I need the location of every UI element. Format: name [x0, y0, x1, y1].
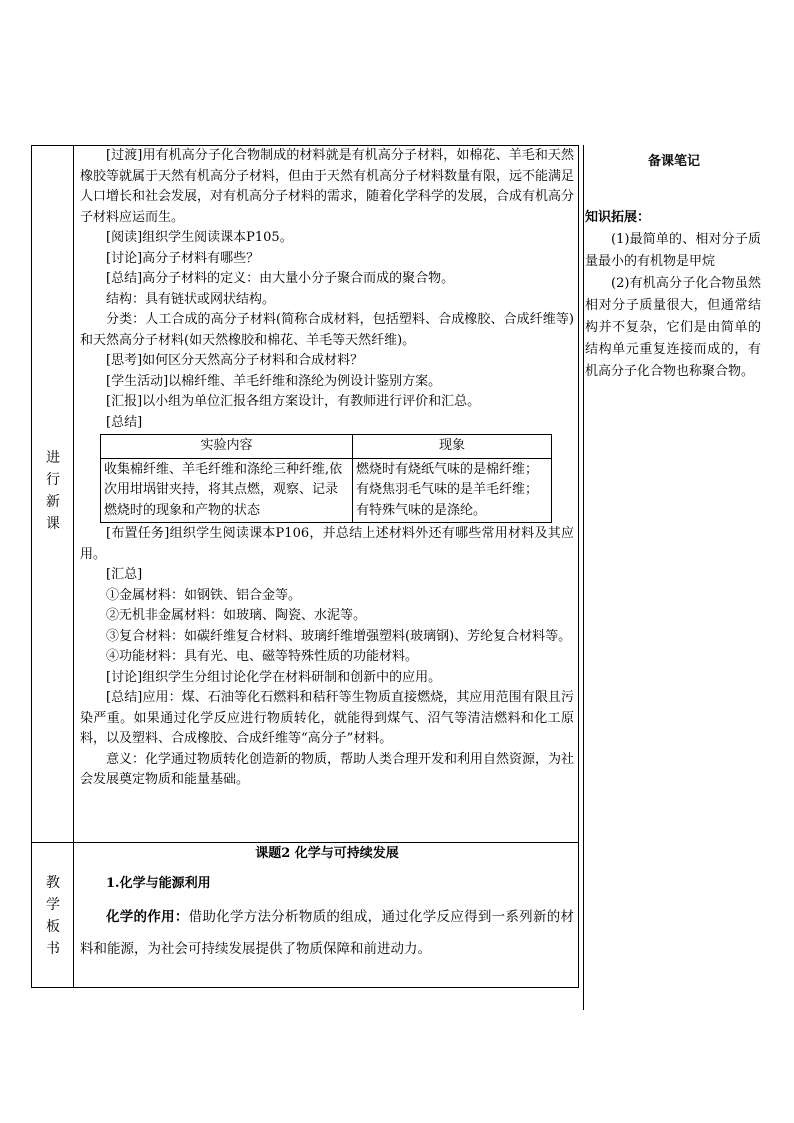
label-char: 书: [46, 941, 60, 957]
paragraph-discuss: [讨论]高分子材料有哪些？: [106, 250, 260, 266]
notes-title: 备课笔记: [647, 154, 700, 169]
list-item: ①金属材料：如钢铁、铝合金等。: [106, 587, 302, 603]
notes-item: (1)最简单的、相对分子质量最小的有机物是甲烷: [585, 232, 761, 269]
label-char: 进: [46, 450, 60, 466]
label-column-divider: [73, 145, 74, 988]
paragraph-summary-definition: [总结]高分子材料的定义：由大量小分子聚合而成的聚合物。: [106, 271, 455, 286]
board-body-text: 借助化学方法分析物质的组成，通过化学反应得到一系列新的材料和能源，为社会可持续发展提供了物质保障和前进动力。: [80, 909, 575, 957]
paragraph-summary-application: [总结]应用：煤、石油等化石燃料和秸秆等生物质直接燃烧，其应用范围有限且污染严重。如果通过化学反应进行物质转化，就能得到煤气、沼气等清洁燃料和化工原料，以及塑料、合成橡胶、合成纤维等“高分子”材料。: [80, 690, 574, 746]
paragraph-think: [思考]如何区分天然高分子材料和合成材料？: [106, 353, 364, 368]
row-label-new-lesson: [32, 447, 74, 535]
header-phenomenon: 现象: [353, 435, 552, 459]
board-content: [80, 843, 574, 965]
table-right-border: [578, 145, 579, 988]
paragraph-collect: [汇总]: [106, 567, 143, 582]
paragraph-significance: 意义：化学通过物质转化创造新的物质，帮助人类合理开发和利用自然资源，为社会发展奠定物质和能量基础。: [80, 751, 575, 787]
cell-phenomenon: 燃烧时有烧纸气味的是棉纤维；有烧焦羽毛气味的是羊毛纤维；有特殊气味的是涤纶。: [353, 458, 552, 523]
paragraph-discuss-application: [讨论]组织学生分组讨论化学在材料研制和创新中的应用。: [106, 669, 442, 685]
list-item: ②无机非金属材料：如玻璃、陶瓷、水泥等。: [106, 608, 367, 623]
label-char: 新: [46, 494, 60, 510]
experiment-table: [100, 434, 552, 523]
board-section: 1.化学与能源利用: [106, 876, 211, 891]
label-char: 学: [46, 897, 60, 913]
paragraph-summary: [总结]: [106, 414, 143, 430]
label-char: 课: [46, 516, 60, 532]
cell-experiment: 收集棉纤维、羊毛纤维和涤纶三种纤维,依次用坩埚钳夹持，将其点燃，观察、记录燃烧时的现象和产物的状态: [101, 458, 353, 523]
row-label-board: [32, 872, 74, 960]
table-bottom-border: [31, 987, 579, 988]
paragraph-assign-task: [布置任务]组织学生阅读课本P106，并总结上述材料外还有哪些常用材料及其应用。: [80, 526, 574, 562]
list-item: ③复合材料：如碳纤维复合材料、玻璃纤维增强塑料(玻璃钢)、芳纶复合材料等。: [106, 628, 572, 644]
paragraph-read: [阅读]组织学生阅读课本P105。: [106, 230, 293, 245]
notes-column-border: [583, 145, 584, 1010]
paragraph-student-activity: [学生活动]以棉纤维、羊毛纤维和涤纶为例设计鉴别方案。: [106, 373, 442, 389]
paragraph-report: [汇报]以小组为单位汇报各组方案设计，有教师进行评价和汇总。: [106, 394, 481, 409]
paragraph-classification: 分类：人工合成的高分子材料(简称合成材料，包括塑料、合成橡胶、合成纤维等)和天然高分子材料(如天然橡胶和棉花、羊毛等天然纤维)。: [80, 312, 574, 348]
list-item: ④功能材料：具有光、电、磁等特殊性质的功能材料。: [106, 649, 419, 664]
label-char: 板: [46, 919, 60, 935]
label-char: 行: [46, 472, 60, 488]
paragraph-structure: 结构：具有链状或网状结构。: [106, 291, 276, 307]
board-body: [80, 901, 574, 965]
board-title: 课题2 化学与可持续发展: [255, 846, 399, 861]
table-left-border: [31, 145, 32, 988]
board-body-lead: 化学的作用：: [106, 909, 189, 925]
paragraph-transition: [过渡]用有机高分子化合物制成的材料就是有机高分子材料，如棉花、羊毛和天然橡胶等就属于天然有机高分子材料，但由于天然有机高分子材料数量有限，远不能满足人口增长和社会发展，对有机高分子材料的需求，随着化学科学的发展，合成有机高分子材料应运而生。: [80, 148, 575, 225]
lesson-content: [80, 146, 574, 791]
header-experiment: 实验内容: [101, 435, 353, 459]
notes-body: [585, 207, 761, 383]
notes-item: (2)有机高分子化合物虽然相对分子质量很大，但通常结构并不复杂，它们是由简单的结构单元重复连接而成的，有机高分子化合物也称聚合物。: [585, 276, 761, 379]
notes-subtitle: 知识拓展：: [585, 210, 651, 225]
label-char: 教: [46, 875, 60, 891]
